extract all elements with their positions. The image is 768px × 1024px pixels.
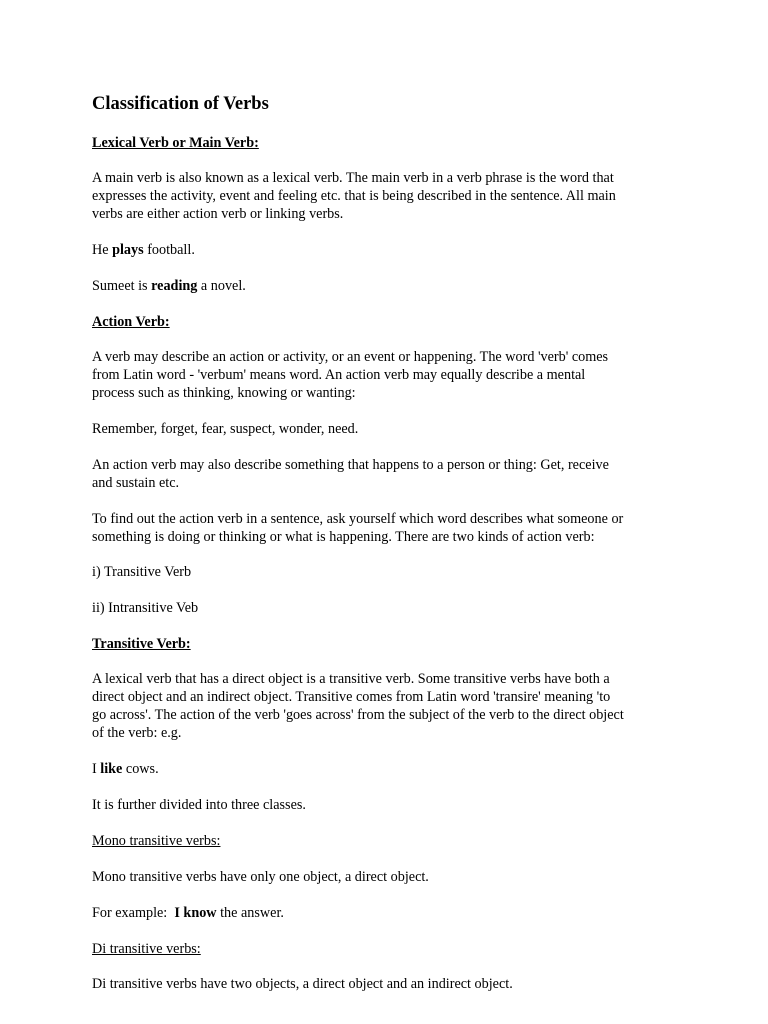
list-item-intransitive: ii) Intransitive Veb xyxy=(92,600,199,616)
example-verb: reading xyxy=(151,278,198,294)
paragraph-line: of the verb: e.g. xyxy=(92,725,182,741)
action-verb-examples: Remember, forget, fear, suspect, wonder, need. xyxy=(92,421,359,437)
example-text: football. xyxy=(143,242,195,258)
example-text: the answer. xyxy=(216,905,284,921)
paragraph-line: A verb may describe an action or activity, or an event or happening. The word 'verb' comes xyxy=(92,349,609,365)
paragraph-action-verb-definition xyxy=(92,348,692,402)
paragraph-line: process such as thinking, knowing or wanting: xyxy=(92,385,356,401)
heading-action-verb: Action Verb: xyxy=(92,314,170,330)
example-sentence-reading xyxy=(92,277,692,295)
example-sentence-plays xyxy=(92,241,692,259)
paragraph-line: direct object and an indirect object. Transitive comes from Latin word 'transire' meaning 'to xyxy=(92,689,611,705)
example-text: Sumeet is xyxy=(92,278,152,294)
heading-di-transitive: Di transitive verbs: xyxy=(92,941,201,957)
paragraph-line: An action verb may also describe something that happens to a person or thing: Get, receive xyxy=(92,457,609,473)
list-item-transitive: i) Transitive Verb xyxy=(92,564,192,580)
heading-transitive-verb: Transitive Verb: xyxy=(92,636,191,652)
example-verb: I know xyxy=(174,905,217,921)
di-transitive-definition: Di transitive verbs have two objects, a direct object and an indirect object. xyxy=(92,976,513,992)
page-title: Classification of Verbs xyxy=(92,94,269,114)
example-verb: plays xyxy=(112,242,144,258)
example-text: I xyxy=(92,761,101,777)
example-sentence-like xyxy=(92,760,692,778)
paragraph-line: from Latin word - 'verbum' means word. An action verb may equally describe a mental xyxy=(92,367,586,383)
example-text: a novel. xyxy=(197,278,246,294)
paragraph-find-action-verb xyxy=(92,510,692,546)
paragraph-action-verb-happens xyxy=(92,456,692,492)
transitive-classes-note: It is further divided into three classes. xyxy=(92,797,306,813)
example-sentence-know xyxy=(92,904,692,922)
heading-mono-transitive: Mono transitive verbs: xyxy=(92,833,221,849)
paragraph-line: verbs are either action verb or linking verbs. xyxy=(92,206,344,222)
example-text: For example: xyxy=(92,905,175,921)
paragraph-line: A lexical verb that has a direct object is a transitive verb. Some transitive verbs have both a xyxy=(92,671,610,687)
mono-transitive-definition: Mono transitive verbs have only one object, a direct object. xyxy=(92,869,429,885)
heading-lexical-verb: Lexical Verb or Main Verb: xyxy=(92,135,259,151)
paragraph-line: go across'. The action of the verb 'goes across' from the subject of the verb to the direct object xyxy=(92,707,624,723)
paragraph-line: and sustain etc. xyxy=(92,475,180,491)
paragraph-lexical-verb xyxy=(92,169,692,223)
paragraph-line: expresses the activity, event and feeling etc. that is being described in the sentence. All main xyxy=(92,188,616,204)
paragraph-transitive-verb xyxy=(92,670,692,742)
example-text: He xyxy=(92,242,113,258)
paragraph-line: A main verb is also known as a lexical verb. The main verb in a verb phrase is the word that xyxy=(92,170,614,186)
paragraph-line: something is doing or thinking or what is happening. There are two kinds of action verb: xyxy=(92,529,595,545)
example-text: cows. xyxy=(122,761,159,777)
paragraph-line: To find out the action verb in a sentence, ask yourself which word describes what someone or xyxy=(92,511,624,527)
example-verb: like xyxy=(100,761,123,777)
